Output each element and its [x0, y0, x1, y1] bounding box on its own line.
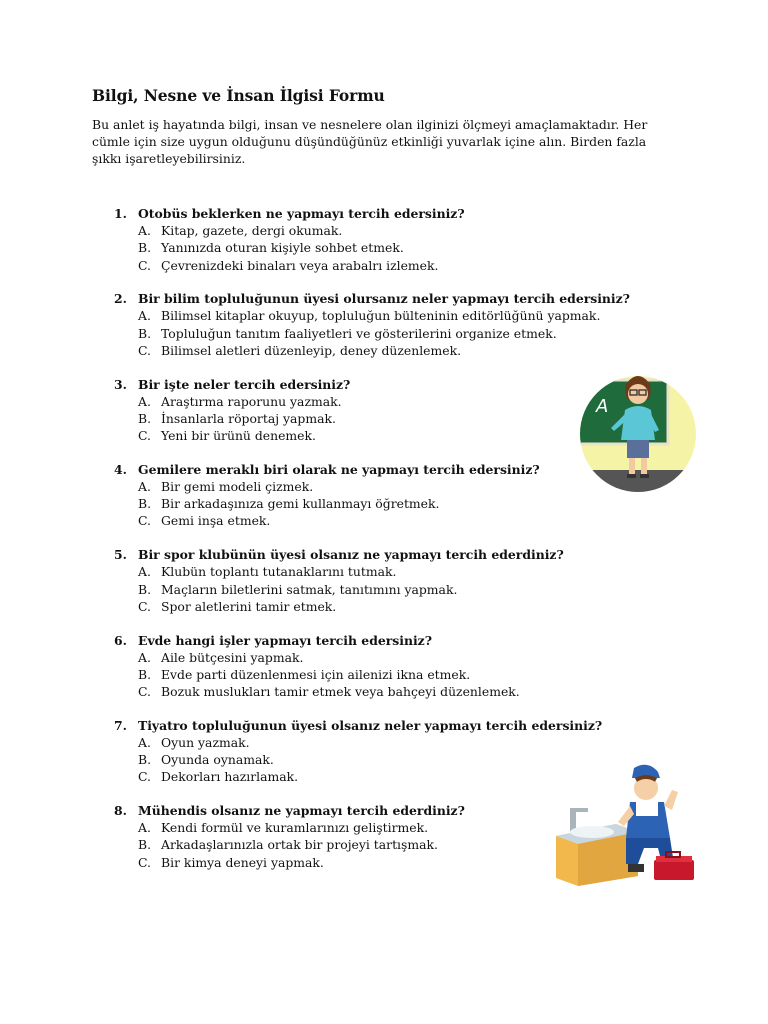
option-text: Oyunda oynamak. — [161, 752, 274, 768]
question-7 — [0, 717, 603, 788]
question-5 — [0, 547, 600, 617]
option-letter: B. — [138, 837, 152, 853]
option-text: Yanınızda oturan kişiyle sohbet etmek. — [161, 240, 404, 256]
option-text: Bozuk muslukları tamir etmek veya bahçeyi düzenlemek. — [161, 684, 520, 700]
option-letter: B. — [138, 410, 152, 426]
option-letter: B. — [138, 581, 152, 597]
question-text: Evde hangi işler yapmayı tercih edersiniz? — [138, 632, 432, 648]
option-letter: C. — [138, 598, 151, 614]
option-text: Kendi formül ve kuramlarınızı geliştirmek. — [161, 820, 429, 836]
option-letter: C. — [138, 257, 151, 273]
option-text: İnsanlarla röportaj yapmak. — [161, 410, 336, 426]
option-text: Topluluğun tanıtım faaliyetleri ve gösterilerini organize etmek. — [161, 325, 557, 341]
option-text: Oyun yazmak. — [161, 734, 250, 750]
option-letter: C. — [138, 342, 151, 358]
question-1 — [0, 206, 600, 276]
question-3 — [0, 377, 600, 447]
option-text: Gemi inşa etmek. — [161, 513, 271, 529]
option-letter: C. — [138, 428, 151, 444]
option-text: Arkadaşlarınızla ortak bir projeyi tartışmak. — [161, 837, 438, 853]
plumber-illustration-icon — [552, 762, 698, 886]
option-letter: A. — [138, 223, 151, 239]
question-number: 3. — [114, 376, 127, 392]
option-text: Klubün toplantı tutanaklarını tutmak. — [161, 564, 397, 580]
option-text: Bir arkadaşınıza gemi kullanmayı öğretmek. — [161, 496, 440, 512]
question-number: 4. — [114, 461, 127, 477]
question-text: Bir bilim topluluğunun üyesi olursanız neler yapmayı tercih edersiniz? — [138, 291, 630, 307]
question-text: Bir işte neler tercih edersiniz? — [138, 376, 351, 392]
option-letter: A. — [138, 649, 151, 665]
question-4 — [0, 462, 600, 532]
question-number: 7. — [114, 717, 127, 733]
option-text: Evde parti düzenlenmesi için ailenizi ikna etmek. — [161, 666, 471, 682]
question-2 — [0, 291, 630, 361]
teacher-illustration-icon — [578, 370, 698, 494]
option-letter: A. — [138, 734, 151, 750]
option-letter: A. — [138, 308, 151, 324]
question-text: Otobüs beklerken ne yapmayı tercih edersiniz? — [138, 206, 465, 221]
question-text: Tiyatro topluluğunun üyesi olsanız neler yapmayı tercih edersiniz? — [138, 717, 603, 733]
option-letter: B. — [138, 240, 152, 256]
question-number: 2. — [114, 291, 127, 307]
question-text: Gemilere meraklı biri olarak ne yapmayı tercih edersiniz? — [138, 461, 540, 477]
option-letter: A. — [138, 564, 151, 580]
question-number: 8. — [114, 803, 127, 819]
question-text: Mühendis olsanız ne yapmayı tercih ederdiniz? — [138, 803, 465, 819]
option-letter: A. — [138, 479, 151, 495]
option-text: Bir kimya deneyi yapmak. — [161, 854, 324, 870]
option-text: Kitap, gazete, dergi okumak. — [161, 223, 343, 239]
question-number: 1. — [114, 206, 127, 221]
option-text: Araştırma raporunu yazmak. — [161, 393, 342, 409]
option-letter: C. — [138, 684, 151, 700]
question-text: Bir spor klubünün üyesi olsanız ne yapmayı tercih ederdiniz? — [138, 547, 564, 563]
option-text: Yeni bir ürünü denemek. — [161, 428, 316, 444]
option-letter: B. — [138, 666, 152, 682]
option-text: Bir gemi modeli çizmek. — [161, 479, 314, 495]
option-letter: C. — [138, 513, 151, 529]
option-letter: C. — [138, 769, 151, 785]
option-letter: B. — [138, 752, 152, 768]
option-text: Bilimsel kitaplar okuyup, topluluğun bülteninin editörlüğünü yapmak. — [161, 308, 601, 324]
option-letter: B. — [138, 325, 152, 341]
option-letter: C. — [138, 854, 151, 870]
option-text: Maçların biletlerini satmak, tanıtımını yapmak. — [161, 581, 458, 597]
intro-paragraph: Bu anlet iş hayatında bilgi, insan ve nesnelere olan ilginizi ölçmeyi amaçlamaktadır. Her cümle için size uygun olduğunu düşündüğünüz etkinliği yuvarlak içine alın. Birden fazla şıkkı işaretleyebilirsiniz. — [92, 117, 648, 166]
board-letter: A — [596, 396, 609, 417]
option-letter: B. — [138, 496, 152, 512]
page-title: Bilgi, Nesne ve İnsan İlgisi Formu — [92, 86, 385, 105]
question-6 — [0, 633, 600, 703]
option-letter: A. — [138, 820, 151, 836]
option-letter: A. — [138, 393, 151, 409]
question-number: 5. — [114, 547, 127, 563]
option-text: Spor aletlerini tamir etmek. — [161, 598, 337, 614]
question-8 — [0, 803, 600, 873]
option-text: Çevrenizdeki binaları veya arabalrı izlemek. — [161, 257, 439, 273]
question-number: 6. — [114, 632, 127, 648]
option-text: Aile bütçesini yapmak. — [161, 649, 304, 665]
option-text: Dekorları hazırlamak. — [161, 769, 299, 785]
option-text: Bilimsel aletleri düzenleyip, deney düzenlemek. — [161, 342, 462, 358]
